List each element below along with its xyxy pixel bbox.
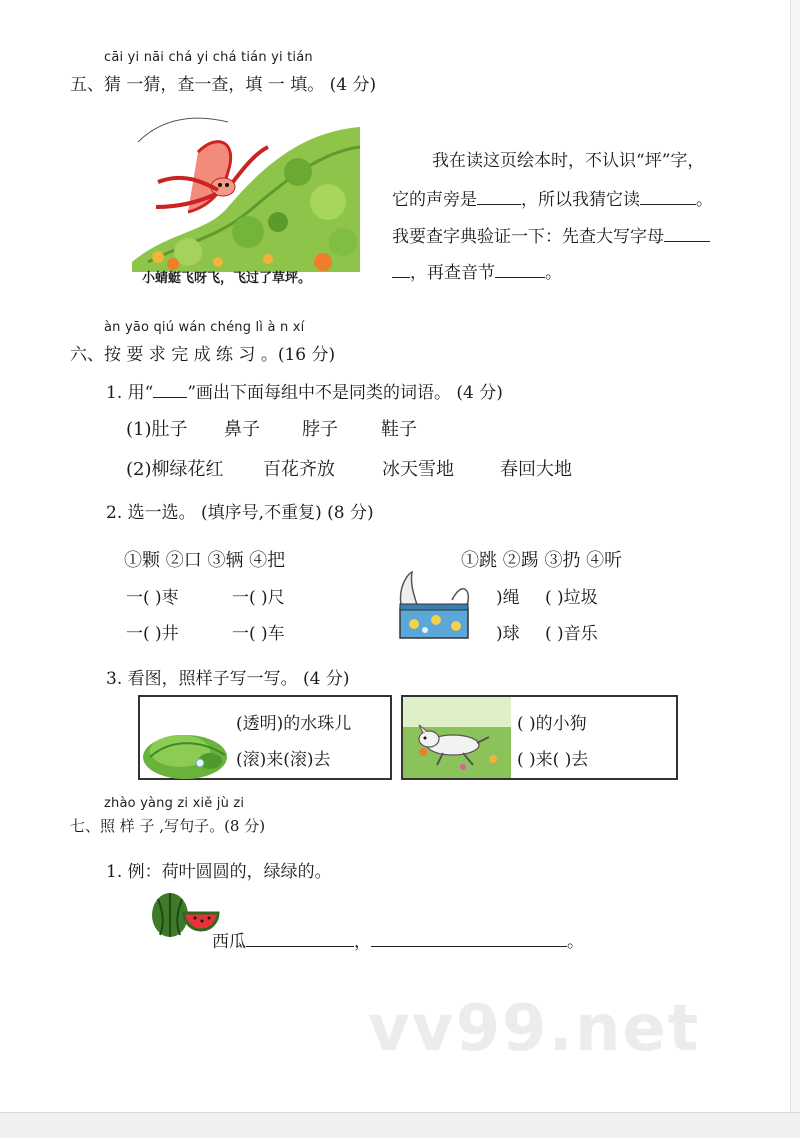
q1-row1-word2[interactable]: 鼻子: [224, 419, 260, 440]
sec5-line2-c: 。: [696, 190, 713, 210]
sec7-title: 七、照 样 子 ,写句子。(8 分): [70, 817, 266, 835]
box-toy-picture: [392, 570, 476, 642]
underline-sample: [153, 397, 187, 398]
sec7-pinyin: zhào yàng zi xiě jù zi: [104, 796, 245, 811]
blank-watermelon-1[interactable]: [246, 946, 354, 947]
sec5-line4: [392, 258, 562, 283]
q3-left-line2: (滚)来(滚)去: [236, 750, 331, 770]
q1-instruction-a: 1. 用“: [106, 383, 154, 403]
q1-row1-word3[interactable]: 脖子: [302, 419, 338, 440]
running-dog-illustration: [403, 697, 511, 778]
sec7-comma: ，: [354, 932, 371, 952]
viewer-right-edge: [790, 0, 800, 1112]
q2-right-r1-b[interactable]: ( )垃圾: [545, 588, 598, 608]
picture-caption: 小蜻蜓飞呀飞，飞过了草坪。: [142, 271, 312, 286]
q3-left-line1: (透明)的水珠儿: [236, 714, 352, 734]
sec7-end: 。: [567, 932, 584, 952]
blank-capital-letter[interactable]: [664, 241, 710, 242]
sec7-answer-line: [212, 927, 584, 952]
blank-syllable[interactable]: [495, 277, 545, 278]
q2-title: 2. 选一选。 (填序号,不重复) (8 分): [106, 503, 374, 523]
lotus-leaf-illustration: [140, 719, 235, 779]
sec6-pinyin: àn yāo qiú wán chéng lì à n xí: [104, 320, 305, 335]
dragonfly-lawn-picture: [128, 112, 360, 290]
q1-row2-word4[interactable]: 春回大地: [500, 459, 572, 480]
sec6-title: 六、按 要 求 完 成 练 习 。(16 分): [70, 345, 336, 365]
viewer-bottom-bar: [0, 1112, 800, 1138]
q2-left-r2-a[interactable]: 一( )井: [126, 624, 179, 644]
dragonfly-lawn-illustration: [128, 112, 360, 290]
q2-right-r2-b[interactable]: ( )音乐: [545, 624, 598, 644]
q1-row1-word4[interactable]: 鞋子: [381, 419, 417, 440]
sec5-line2-a: 它的声旁是: [392, 190, 477, 210]
blank-watermelon-2[interactable]: [371, 946, 567, 947]
q1-instruction: [106, 378, 503, 403]
sec5-title: 五、猜 一猜，查一查，填 一 填。 (4 分): [70, 75, 377, 95]
q2-left-r2-b[interactable]: 一( )车: [232, 624, 285, 644]
q3-left-box: [138, 695, 392, 780]
q3-right-line1[interactable]: ( )的小狗: [517, 714, 587, 734]
sec5-line4-b: 。: [545, 263, 562, 283]
blank-guessed-reading[interactable]: [640, 204, 696, 205]
q2-left-r1-a[interactable]: 一( )枣: [126, 588, 179, 608]
q1-row1-word1[interactable]: (1)肚子: [126, 419, 188, 440]
q1-row2-word3[interactable]: 冰天雪地: [382, 459, 454, 480]
q2-left-r1-b[interactable]: 一( )尺: [232, 588, 285, 608]
sec5-line1: 我在读这页绘本时，不认识“坪”字，: [432, 151, 705, 171]
q1-row2-word2[interactable]: 百花齐放: [263, 459, 335, 480]
toy-box-illustration: [392, 570, 476, 642]
q3-right-box: [401, 695, 678, 780]
sec5-pinyin: cāi yi nāi chá yi chá tián yi tián: [104, 50, 313, 65]
q2-right-r1-a[interactable]: )绳: [496, 588, 520, 608]
watermelon-label: 西瓜: [212, 932, 246, 952]
sec5-line3-text: 我要查字典验证一下：先查大写字母: [392, 227, 664, 247]
sec7-q1-example: 1. 例：荷叶圆圆的，绿绿的。: [106, 862, 332, 882]
watermark: vv99.net: [368, 992, 701, 1066]
q1-instruction-b: ”画出下面每组中不是同类的词语。 (4 分): [187, 383, 503, 403]
sec5-line3: [392, 222, 710, 247]
blank-capital-letter-cont[interactable]: [392, 277, 410, 278]
q2-left-options: ①颗 ②口 ③辆 ④把: [124, 550, 286, 571]
sec5-line2: [392, 185, 713, 210]
sec5-line2-b: ，所以我猜它读: [521, 190, 640, 210]
q3-title: 3. 看图，照样子写一写。 (4 分): [106, 669, 350, 689]
q3-right-line2[interactable]: ( )来( )去: [517, 750, 589, 770]
blank-sound-part[interactable]: [477, 204, 521, 205]
q2-right-options: ①跳 ②踢 ③扔 ④听: [461, 550, 623, 571]
sec5-line4-a: ，再查音节: [410, 263, 495, 283]
q1-row2-word1[interactable]: (2)柳绿花红: [126, 459, 224, 480]
q2-right-r2-a[interactable]: )球: [496, 624, 520, 644]
